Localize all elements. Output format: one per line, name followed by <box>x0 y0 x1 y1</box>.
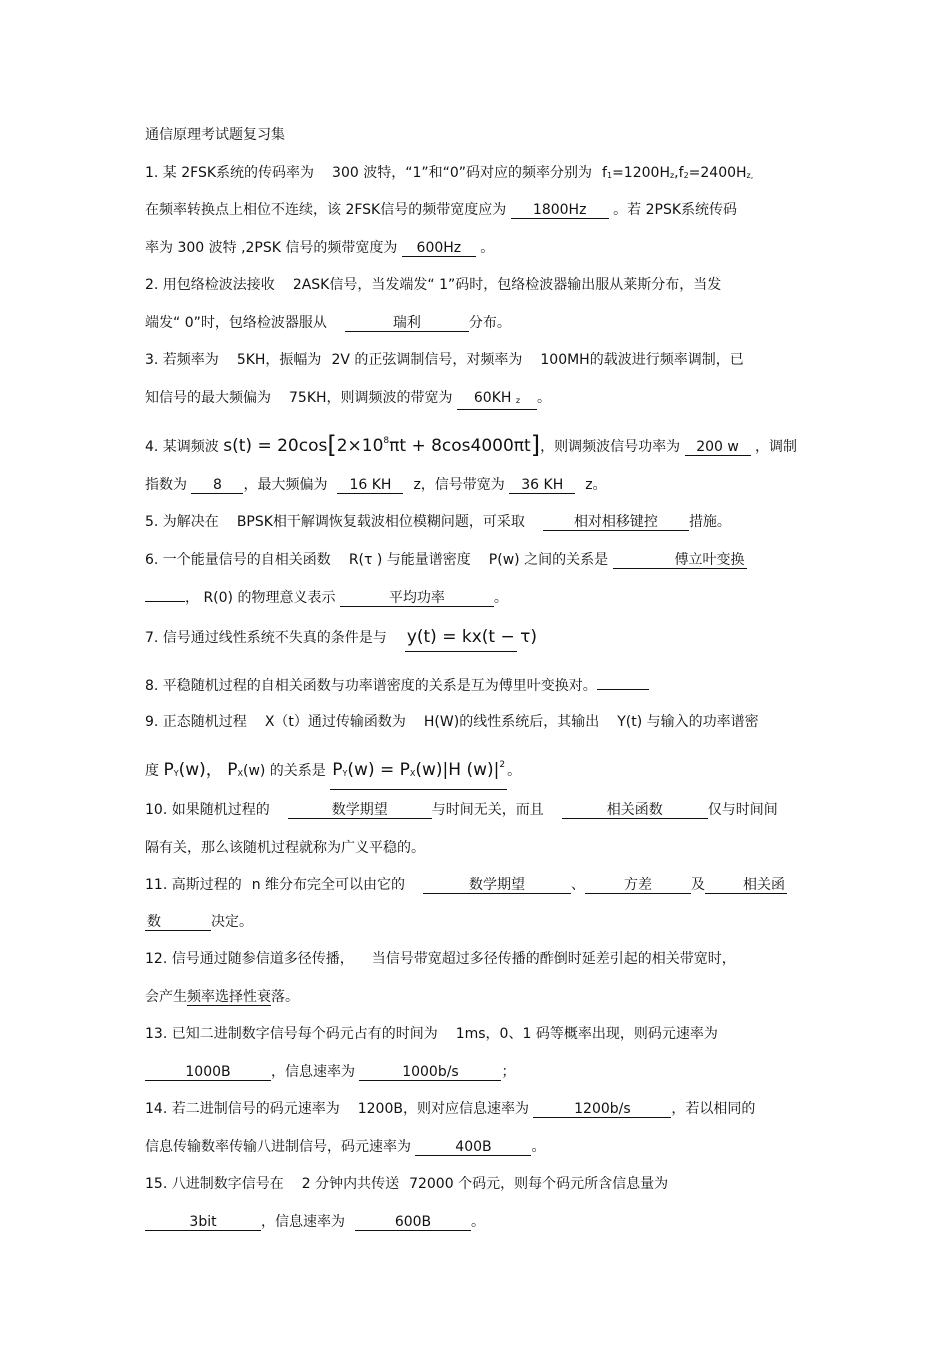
q4-text-a: 4. 某调频波 <box>145 439 219 455</box>
q4-formula <box>223 431 541 459</box>
question-10-line-2 <box>145 839 425 857</box>
q2-text-c: 端发“ 0”时，包络检波器服从 <box>145 315 327 331</box>
q6-text-d: ， R(0) 的物理意义表示 <box>185 590 336 606</box>
q12-text-b: 当信号带宽超过多径传播的酢倒时延差引起的相关带宽时， <box>371 951 736 967</box>
q9-px <box>227 760 243 780</box>
q12-answer: 频率选择性衰 <box>187 989 271 1005</box>
question-1-line-3 <box>145 239 494 257</box>
q1-text-e: 。若 2PSK系统传码 <box>613 202 738 218</box>
q11-answer-3-continued: 数 <box>145 914 211 931</box>
q9-text-a: 9. 正态随机过程 <box>145 714 247 730</box>
q2-text-a: 2. 用包络检波法接收 <box>145 277 275 293</box>
q1-f2: ,f <box>674 165 684 181</box>
q5-text-c: 措施。 <box>688 514 731 530</box>
question-15-line-2 <box>145 1213 485 1231</box>
q3-answer-unit: z <box>515 396 521 405</box>
q9-py-arg: (w)， <box>178 760 223 780</box>
q9-text-d: Y(t) 与输入的功率谱密 <box>617 714 759 730</box>
q4-formula-part-2: πt + 8cos4000πt <box>389 436 531 456</box>
question-11-line-2 <box>145 913 253 931</box>
q6-answer-1-continued <box>145 601 185 602</box>
q9-py <box>163 760 222 780</box>
q1-f1-unit: z <box>669 171 675 180</box>
question-3-line-1 <box>145 351 744 369</box>
q12-text-d: 落。 <box>271 989 299 1005</box>
question-10-line-1 <box>145 801 778 819</box>
q3-text-a: 3. 若频率为 <box>145 352 219 368</box>
q1-f1: f <box>602 165 607 181</box>
q10-text-c: 仅与时间间 <box>707 802 778 818</box>
q2-text-b: 2ASK信号，当发端发“ 1”码时，包络检波器输出服从莱斯分布，当发 <box>292 277 722 293</box>
q11-text-b: n 维分布完全可以由它的 <box>251 877 406 893</box>
question-11-line-1 <box>145 876 787 894</box>
q3-text-d: 100MH的载波进行频率调制，已 <box>540 352 744 368</box>
q9-text-c: H(W)的线性系统后，其输出 <box>423 714 600 730</box>
q4-text-b: ，则调频波信号功率为 <box>540 439 681 455</box>
q3-text-g: 。 <box>536 390 551 406</box>
q9-formula <box>330 752 507 790</box>
q4-bracket-right: ] <box>530 431 541 459</box>
q6-text-c: P(w) 之间的关系是 <box>488 552 609 568</box>
q9-formula-a-sub: Y <box>342 769 348 778</box>
q12-text-c: 会产生 <box>145 989 187 1005</box>
q15-text-a: 15. 八进制数字信号在 <box>145 1176 284 1192</box>
q14-text-b: 1200B，则对应信息速率为 <box>357 1101 529 1117</box>
q1-f2-unit: z, <box>746 171 754 180</box>
q11-text-d: 及 <box>691 877 706 893</box>
q15-text-b: 2 分钟内共传送 <box>301 1176 400 1192</box>
q7-text-a: 7. 信号通过线性系统不失真的条件是与 <box>145 630 387 646</box>
q11-answer-1: 数学期望 <box>423 877 571 894</box>
page-title: 通信原理考试题复习集 <box>145 127 285 143</box>
q4-answer-2: 8 <box>191 477 243 494</box>
question-14-line-2 <box>145 1138 545 1156</box>
question-15-line-1 <box>145 1175 668 1193</box>
question-6-line-1 <box>145 551 747 569</box>
q4-text-c: ，调制 <box>754 439 797 455</box>
q9-formula-b: (w) = P <box>347 760 410 780</box>
q9-px-sub: X <box>237 769 243 778</box>
q2-answer: 瑞利 <box>345 315 469 332</box>
q3-answer-value: 60KH <box>473 390 512 406</box>
q8-text: 8. 平稳随机过程的自相关函数与功率谱密度的关系是互为傅里叶变换对。 <box>145 678 597 694</box>
q5-text-b: BPSK相干解调恢复载波相位模糊问题，可采取 <box>236 514 525 530</box>
q1-f2-value: =2400H <box>688 165 747 181</box>
q15-text-e: 。 <box>471 1214 485 1230</box>
q10-text-a: 10. 如果随机过程的 <box>145 802 270 818</box>
q4-answer-1: 200 w <box>685 439 751 456</box>
q10-text-b: 与时间无关，而且 <box>431 802 544 818</box>
q5-text-a: 5. 为解决在 <box>145 514 219 530</box>
q4-text-d: 指数为 <box>145 477 187 493</box>
q9-text-e: 度 <box>145 763 159 779</box>
q6-text-e: 。 <box>493 590 508 606</box>
question-7-line-1 <box>145 625 537 652</box>
question-1-line-1 <box>145 164 753 185</box>
q12-text-a: 12. 信号通过随参信道多径传播， <box>145 951 354 967</box>
q9-text-b: X（t）通过传输函数为 <box>264 714 406 730</box>
q9-formula-exponent: 2 <box>499 760 506 770</box>
q3-text-b: 5KH，振幅为 <box>236 352 322 368</box>
q13-text-c: ，信息速率为 <box>271 1064 355 1080</box>
q15-answer-2: 600B <box>355 1214 471 1231</box>
q14-answer-2: 400B <box>415 1139 531 1156</box>
q10-answer-2: 相关函数 <box>562 802 708 819</box>
question-2-line-1 <box>145 276 721 294</box>
q1-text-b: 300 波特，“1”和“0”码对应的频率分别为 <box>332 165 593 181</box>
q8-trailing-underline <box>597 689 649 690</box>
question-9-line-1 <box>145 713 759 731</box>
q13-answer-2: 1000b/s <box>359 1064 501 1081</box>
q1-f1-sub: 1 <box>606 171 613 180</box>
q4-formula-part-1: 2×10 <box>336 436 384 456</box>
q15-text-c: 72000 个码元，则每个码元所含信息量为 <box>409 1176 669 1192</box>
q4-text-g: z。 <box>585 477 607 493</box>
q11-text-e: 决定。 <box>211 914 253 930</box>
q11-answer-3: 相关函 <box>705 877 787 894</box>
q14-text-e: 。 <box>531 1139 546 1155</box>
q1-f2-sub: 2 <box>683 171 689 180</box>
q9-formula-b-sub: X <box>409 769 416 778</box>
q14-answer-1: 1200b/s <box>533 1101 671 1118</box>
q4-answer-4: 36 KH <box>509 477 575 494</box>
q13-text-b: 1ms，0、1 码等概率出现，则码元速率为 <box>455 1026 718 1042</box>
q4-formula-exponent: 8 <box>383 436 390 446</box>
q3-text-e: 知信号的最大频偏为 <box>145 390 271 406</box>
q4-bracket-left: [ <box>327 431 337 459</box>
q5-answer: 相对相移键控 <box>543 514 689 531</box>
q9-px-arg: (w) 的关系是 <box>242 763 326 779</box>
question-1-line-2 <box>145 201 737 219</box>
q9-formula-c: (w)|H (w)| <box>415 760 500 780</box>
q9-px-symbol: P <box>227 760 238 780</box>
q15-text-d: ，信息速率为 <box>261 1214 345 1230</box>
q14-text-d: 信息传输数率传输八进制信号，码元速率为 <box>145 1139 411 1155</box>
q13-text-d: ； <box>501 1064 516 1080</box>
q6-text-a: 6. 一个能量信号的自相关函数 <box>145 552 331 568</box>
q10-answer-1: 数学期望 <box>288 802 432 819</box>
q1-text-f: 率为 300 波特 ,2PSK 信号的频带宽度为 <box>145 240 398 256</box>
question-4-line-2 <box>145 476 607 494</box>
q1-text-c: 在频率转换点上相位不连续 <box>145 202 313 218</box>
q4-formula-prefix: s(t) = 20cos <box>223 436 328 456</box>
question-12-line-1 <box>145 950 736 968</box>
q7-formula: y(t) = kx(t − τ) <box>405 625 517 652</box>
q6-answer-2: 平均功率 <box>340 590 494 607</box>
q1-f1-value: =1200H <box>612 165 670 181</box>
q11-answer-2: 方差 <box>585 877 691 894</box>
q2-text-d: 分布。 <box>468 315 511 331</box>
q4-text-f: z，信号带宽为 <box>413 477 505 493</box>
question-13-line-2 <box>145 1063 515 1081</box>
q9-py-sub: Y <box>173 769 179 778</box>
q6-answer-1: 傅立叶变换 <box>613 552 747 569</box>
q15-answer-1: 3bit <box>145 1214 261 1231</box>
question-2-line-2 <box>145 314 511 332</box>
q13-answer-1: 1000B <box>145 1064 271 1081</box>
question-13-line-1 <box>145 1025 718 1043</box>
q9-formula-a: P <box>332 760 343 780</box>
question-14-line-1 <box>145 1100 755 1118</box>
q10-text-d: 隔有关，那么该随机过程就称为广义平稳的。 <box>145 840 425 856</box>
q3-text-f: 75KH，则调频波的带宽为 <box>289 390 453 406</box>
question-9-line-2 <box>145 752 521 790</box>
q6-text-b: R(τ ) 与能量谱密度 <box>348 552 471 568</box>
q1-text-g: 。 <box>480 240 495 256</box>
question-4-line-1 <box>145 428 797 460</box>
q9-py-symbol: P <box>163 760 174 780</box>
q3-answer <box>457 390 537 410</box>
q14-text-a: 14. 若二进制信号的码元速率为 <box>145 1101 340 1117</box>
q9-text-f: 。 <box>507 763 522 779</box>
question-3-line-2 <box>145 389 551 410</box>
q4-text-e: ，最大频偏为 <box>243 477 328 493</box>
q1-text-a: 1. 某 2FSK系统的传码率为 <box>145 165 315 181</box>
q1-answer-1: 1800Hz <box>511 202 609 219</box>
q4-answer-3: 16 KH <box>337 477 403 494</box>
q3-text-c: 2V 的正弦调制信号，对频率为 <box>331 352 523 368</box>
q14-text-c: ，若以相同的 <box>671 1101 756 1117</box>
q1-text-d: ，该 2FSK信号的频带宽度应为 <box>313 202 507 218</box>
q11-text-c: 、 <box>571 877 586 893</box>
question-5-line-1 <box>145 513 731 531</box>
question-12-line-2 <box>145 988 299 1006</box>
q1-answer-2: 600Hz <box>402 240 476 257</box>
question-6-line-2 <box>145 589 508 607</box>
q13-text-a: 13. 已知二进制数字信号每个码元占有的时间为 <box>145 1026 438 1042</box>
q11-text-a: 11. 高斯过程的 <box>145 877 242 893</box>
question-8-line-1 <box>145 677 649 695</box>
